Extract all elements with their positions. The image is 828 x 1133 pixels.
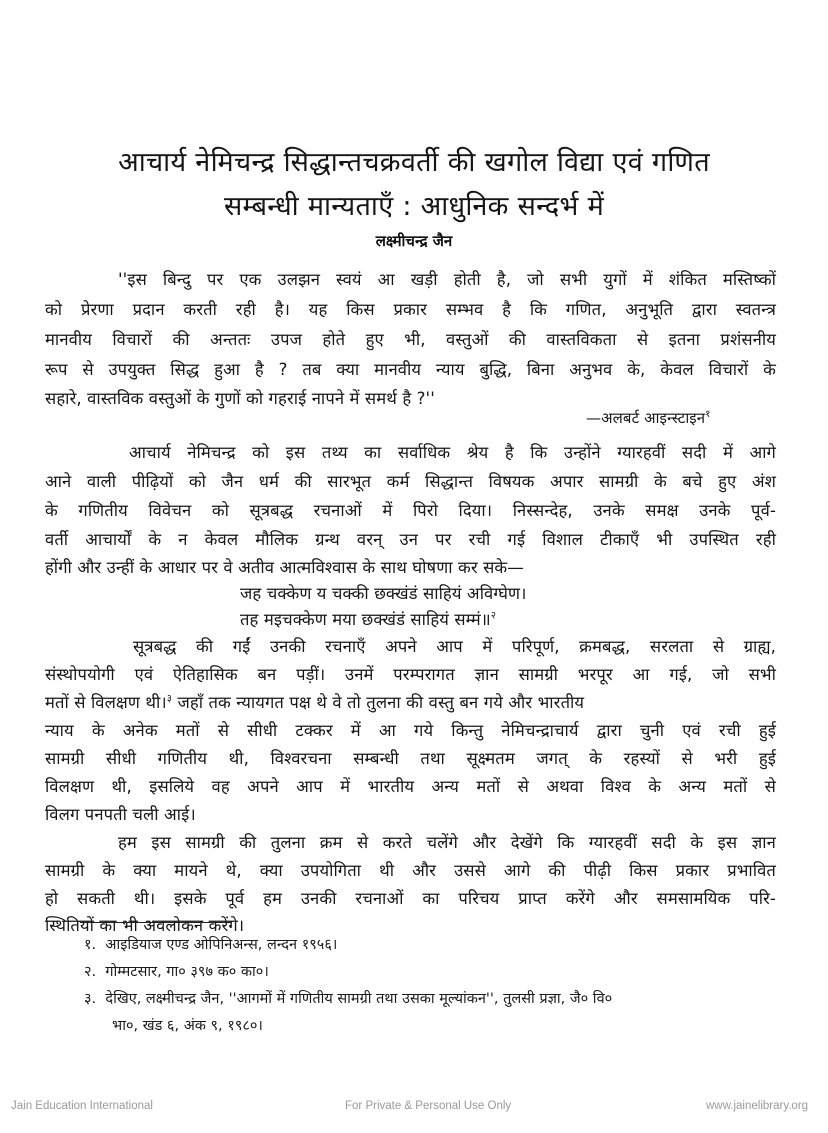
article-title-line-2: सम्बन्धी मान्यताएँ : आधुनिक सन्दर्भ में xyxy=(223,191,605,222)
paragraph-line: आचार्य नेमिचन्द्र को इस तथ्य का सर्वाधिक श्रेय है कि उन्होंने ग्यारहवीं सदी में आगे xyxy=(129,443,776,462)
line-text: जहाँ तक न्यायगत पक्ष थे वे तो तुलना की वस्तु बन गये और भारतीय xyxy=(172,693,585,712)
paragraph-line: संस्थोपयोगी एवं ऐतिहासिक बन पड़ीं। उनमें परम्परागत ज्ञान सामग्री भरपूर आ गई, जो सभी xyxy=(45,665,776,684)
paragraph-line: हो सकती थी। इसके पूर्व हम उनकी रचनाओं का परिचय प्राप्त करेंगे और समसामयिक परि- xyxy=(45,889,776,908)
footnote-3-continued: भा०, खंड ६, अंक ९, १९८०। xyxy=(112,1018,263,1034)
paragraph-line: स्थितियों का भी अवलोकन करेंगे। xyxy=(45,916,245,935)
paragraph-line: सूत्रबद्ध की गईं उनकी रचनाएँ अपने आप में परिपूर्ण, क्रमबद्ध, सरलता से ग्राह्य, xyxy=(133,637,776,656)
paragraph-line: वर्ती आचार्यों के न केवल मौलिक ग्रन्थ वरन् उन पर रची गई विशाल टीकाएँ भी उपस्थित रही xyxy=(45,530,776,549)
line-text: मतों से विलक्षण थी। xyxy=(45,693,167,712)
paragraph-line: आने वाली पीढ़ियों को जैन धर्म की सारभूत कर्म सिद्धान्त विषयक अपार सामग्री के बचे हुए अंश xyxy=(45,472,776,491)
verse-line-1: जह चक्केण य चक्की छक्खंडं साहियं अविग्घेण। xyxy=(240,584,527,603)
footer-website-link[interactable]: www.jainelibrary.org xyxy=(706,1100,809,1112)
paragraph-line: होंगी और उन्हीं के आधार पर वे अतीव आत्मविश्वास के साथ घोषणा कर सके— xyxy=(45,558,524,577)
quote-line: ''इस बिन्दु पर एक उलझन स्वयं आ खड़ी होती है, जो सभी युगों में शंकित मस्तिष्कों xyxy=(118,270,776,289)
paragraph-line xyxy=(45,690,584,713)
quote-attribution xyxy=(586,408,711,428)
paragraph-line: के गणितीय विवेचन को सूत्रबद्ध रचनाओं में पिरो दिया। निस्सन्देह, उनके समक्ष उनके पूर्व- xyxy=(45,501,776,520)
footer-publisher: Jain Education International xyxy=(11,1100,153,1112)
footnote-1 xyxy=(84,934,337,954)
footnote-number: २. xyxy=(84,964,97,980)
footnote-number: ३. xyxy=(84,991,97,1007)
paragraph-line: विलग पनपती चली आई। xyxy=(45,805,196,824)
quote-line: को प्रेरणा प्रदान करती रही है। यह किस प्रकार सम्भव है कि गणित, अनुभूति द्वारा स्वतन्त्र xyxy=(45,300,776,319)
footnote-ref: १ xyxy=(705,409,711,420)
paragraph-line: न्याय के अनेक मतों से सीधी टक्कर में आ गये किन्तु नेमिचन्द्राचार्य द्वारा चुनी एवं रची हुई xyxy=(45,721,776,740)
footnote-ref: ३ xyxy=(166,693,173,705)
footnote-separator xyxy=(80,922,232,923)
verse-text: तह मइचक्केण मया छक्खंडं साहियं सम्मं॥ xyxy=(240,610,491,629)
article-title-line-1: आचार्य नेमिचन्द्र सिद्धान्तचक्रवर्ती की खगोल विद्या एवं गणित xyxy=(118,147,710,178)
paragraph-line: सामग्री के क्या मायने थे, क्या उपयोगिता थी और उससे आगे की पीढ़ी किस प्रकार प्रभावित xyxy=(45,861,776,880)
footnote-ref: २ xyxy=(490,610,497,622)
footnote-3 xyxy=(84,988,612,1008)
paragraph-line: विलक्षण थी, इसलिये वह अपने आप में भारतीय अन्य मतों से अथवा विश्व के अन्य मतों से xyxy=(45,777,776,796)
quote-line: रूप से उपयुक्त सिद्ध हुआ है ? तब क्या मानवीय न्याय बुद्धि, बिना अनुभव के, केवल विचारों के xyxy=(45,360,776,379)
footnote-2 xyxy=(84,961,269,981)
footnote-number: १. xyxy=(84,937,97,953)
quote-line: मानवीय विचारों की अन्ततः उपज होते हुए भी, वस्तुओं की वास्तविकता से इतना प्रशंसनीय xyxy=(45,330,776,349)
footnote-text: आइडियाज एण्ड ओपिनिअन्स, लन्दन १९५६। xyxy=(105,937,338,953)
attribution-name: —अलबर्ट आइन्स्टाइन xyxy=(586,409,706,427)
paragraph-line: सामग्री सीधी गणितीय थी, विश्वरचना सम्बन्धी तथा सूक्ष्मतम जगत् के रहस्यों से भरी हुई xyxy=(45,749,776,768)
quote-line: सहारे, वास्तविक वस्तुओं के गुणों को गहराई नापने में समर्थ है ?'' xyxy=(45,389,435,408)
footer-usage-notice: For Private & Personal Use Only xyxy=(345,1100,512,1112)
paragraph-line: हम इस सामग्री की तुलना क्रम से करते चलेंगे और देखेंगे कि ग्यारहवीं सदी के इस ज्ञान xyxy=(118,833,776,852)
author-name: लक्ष्मीचन्द्र जैन xyxy=(375,232,453,250)
footnote-text: देखिए, लक्ष्मीचन्द्र जैन, ''आगमों में गणितीय सामग्री तथा उसका मूल्यांकन'', तुलसी प्रज्ञा, जै० वि० xyxy=(105,991,613,1007)
footnote-text: गोम्मटसार, गा० ३९७ क० का०। xyxy=(105,964,269,980)
verse-line-2 xyxy=(240,607,496,630)
